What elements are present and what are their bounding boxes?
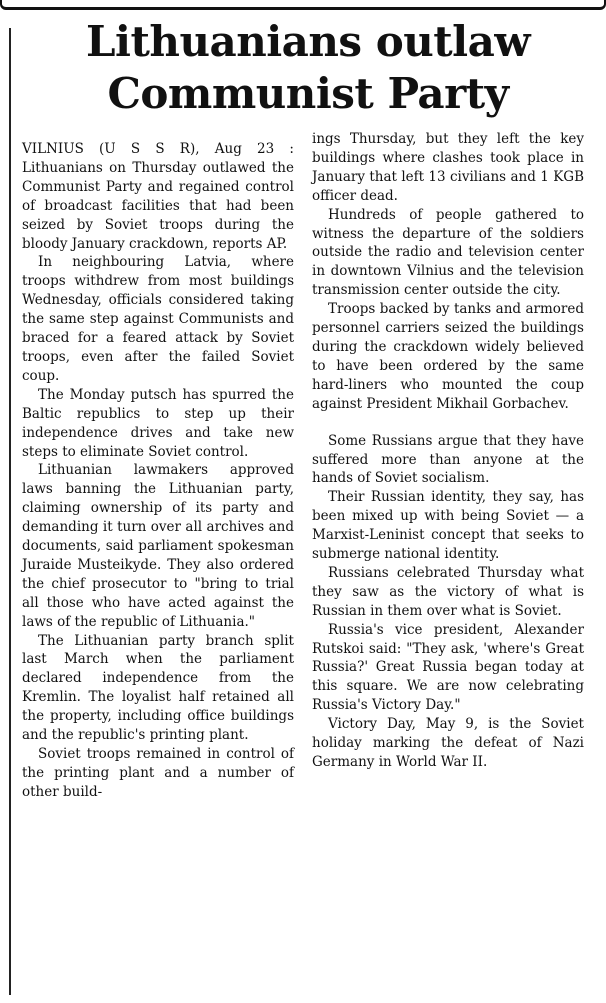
left-column-rule xyxy=(9,28,11,995)
paragraph: Hundreds of people gathered to witness the departure of the soldiers outside the radio and television center in downtown Vilnius and the television transmission center outside the city. xyxy=(312,206,584,299)
article-column-left xyxy=(22,140,294,802)
paragraph: In neighbouring Latvia, where troops withdrew from most buildings Wednesday, officials considered taking the same step against Communists and braced for a feared attack by Soviet troops, even after the failed Soviet coup. xyxy=(22,254,294,384)
paragraph: The Monday putsch has spurred the Baltic republics to step up their independence drives and take new steps to eliminate Soviet control. xyxy=(22,386,294,460)
paragraph: Their Russian identity, they say, has been mixed up with being Soviet — a Marxist-Leninist concept that seeks to submerge national identity. xyxy=(312,489,584,563)
dateline: VILNIUS (U S S R), Aug 23 : xyxy=(22,141,294,157)
paragraph-text: Lithuanians on Thursday outlawed the Communist Party and regained control of broadcast facilities that had been seized by Soviet troops during the bloody January crackdown, reports AP. xyxy=(22,159,294,252)
paragraph: Soviet troops remained in control of the printing plant and a number of other build- xyxy=(22,746,294,800)
paragraph: The Lithuanian party branch split last March when the parliament declared independence from the Kremlin. The loyalist half retained all the property, including office buildings and the republic's printing plant. xyxy=(22,632,294,744)
paragraph: Some Russians argue that they have suffered more than anyone at the hands of Soviet socialism. xyxy=(312,432,584,487)
paragraph: Lithuanian lawmakers approved laws banning the Lithuanian party, claiming ownership of its party and demanding it turn over all archives and documents, said parliament spokesman Juraide Musteikyde. They also ordered the chief prosecutor to "bring to trial all those who have acted against the laws of the republic of Lithuania." xyxy=(22,462,294,630)
paragraph: Russians celebrated Thursday what they saw as the victory of what is Russian in them over what is Soviet. xyxy=(312,564,584,619)
article-headline: Lithuanians outlaw Communist Party xyxy=(86,17,530,118)
lead-paragraph xyxy=(22,140,294,253)
paragraph: Russia's vice president, Alexander Rutskoi said: "They ask, 'where's Great Russia?' Great Russia began today at this square. We are now celebrating Russia's Victory Day." xyxy=(312,621,584,714)
article-column-right xyxy=(312,130,584,772)
top-border-rule xyxy=(0,0,606,10)
paragraph: Victory Day, May 9, is the Soviet holiday marking the defeat of Nazi Germany in World War II. xyxy=(312,716,584,770)
paragraph-continued: ings Thursday, but they left the key buildings where clashes took place in January that left 13 civilians and 1 KGB officer dead. xyxy=(312,131,584,204)
paragraph: Troops backed by tanks and armored personnel carriers seized the buildings during the crackdown widely believed to have been ordered by the same hard-liners who mounted the coup against President Mikhail Gorbachev. xyxy=(312,301,584,412)
